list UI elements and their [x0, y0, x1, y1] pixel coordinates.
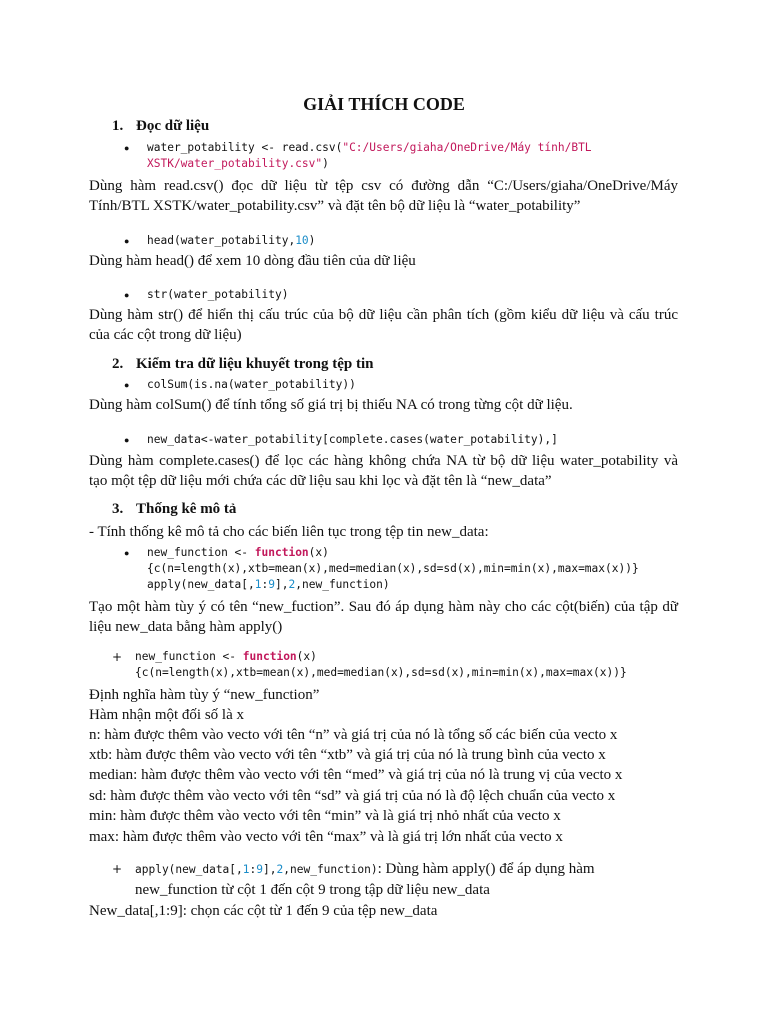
code-new-function-line2: {c(n=length(x),xtb=mean(x),med=median(x),sd=sd(x),min=min(x),max=max(x))} — [147, 562, 639, 575]
section-1-number: 1. — [112, 118, 124, 134]
paragraph-new-function-line1: Tạo một hàm tùy ý có tên “new_fuction”. Sau đó áp dụng hàm này cho các cột(biến) của tập dữ — [89, 599, 678, 615]
page-title: GIẢI THÍCH CODE — [303, 94, 465, 114]
explanation-line: max: hàm được thêm vào vecto với tên “max” và là giá trị lớn nhất của vecto x — [89, 829, 563, 845]
section-3-number: 3. — [112, 501, 124, 517]
code-complete-cases: new_data<-water_potability[complete.cases(water_potability),] — [147, 433, 558, 446]
paragraph-new-function-line2: liệu new_data bằng hàm apply() — [89, 619, 283, 635]
apply-explanation-line2: new_function từ cột 1 đến cột 9 trong tập dữ liệu new_data — [135, 882, 490, 898]
explanation-line: median: hàm được thêm vào vecto với tên “med” và giá trị của nó là trung vị của vecto x — [89, 767, 623, 783]
code-new-function-repeat-line2: {c(n=length(x),xtb=mean(x),med=median(x),sd=sd(x),min=min(x),max=max(x))} — [135, 666, 627, 679]
paragraph-str-line1: Dùng hàm str() để hiển thị cấu trúc của bộ dữ liệu cần phân tích (gồm kiểu dữ liệu và cấu trúc — [89, 307, 678, 323]
explanation-line: n: hàm được thêm vào vecto với tên “n” và giá trị của nó là tổng số các biến của vecto x — [89, 727, 618, 743]
code-read-csv-line2: XSTK/water_potability.csv") — [147, 157, 329, 170]
code-str: str(water_potability) — [147, 288, 289, 301]
section-3-heading: Thống kê mô tả — [136, 501, 237, 517]
paragraph-complete-cases-line2: tạo một tệp dữ liệu mới chứa các dữ liệu sau khi lọc và đặt tên là “new_data” — [89, 473, 552, 489]
paragraph-read-csv-line1: Dùng hàm read.csv() đọc dữ liệu từ tệp csv có đường dẫn “C:/Users/giaha/OneDrive/Máy — [89, 178, 678, 194]
last-paragraph: New_data[,1:9]: chọn các cột từ 1 đến 9 của tệp new_data — [89, 903, 438, 919]
paragraph-complete-cases-line1: Dùng hàm complete.cases() để lọc các hàng không chứa NA từ bộ dữ liệu water_potability và — [89, 453, 678, 469]
code-apply-line: apply(new_data[,1:9],2,new_function) — [147, 578, 390, 591]
explanation-line: Định nghĩa hàm tùy ý “new_function” — [89, 687, 320, 703]
bullet-icon: ● — [124, 548, 130, 558]
section-3-intro: - Tính thống kê mô tả cho các biến liên tục trong tệp tin new_data: — [89, 524, 489, 540]
section-2-number: 2. — [112, 356, 124, 372]
bullet-icon: ● — [124, 236, 130, 246]
explanation-line: Hàm nhận một đối số là x — [89, 707, 244, 723]
code-colsum: colSum(is.na(water_potability)) — [147, 378, 356, 391]
explanation-line: xtb: hàm được thêm vào vecto với tên “xtb” và giá trị của nó là trung bình của vecto x — [89, 747, 606, 763]
paragraph-str-line2: của các cột trong dữ liệu) — [89, 327, 242, 343]
section-1-heading: Đọc dữ liệu — [136, 118, 210, 134]
plus-bullet-icon: + — [112, 862, 123, 876]
code-new-function-repeat-line1: new_function <- function(x) — [135, 650, 317, 663]
bullet-icon: ● — [124, 435, 130, 445]
apply-explanation-line1: apply(new_data[,1:9],2,new_function): Dùng hàm apply() để áp dụng hàm — [135, 861, 595, 877]
bullet-icon: ● — [124, 380, 130, 390]
code-read-csv-line1: water_potability <- read.csv("C:/Users/giaha/OneDrive/Máy tính/BTL — [147, 141, 592, 154]
paragraph-colsum: Dùng hàm colSum() để tính tổng số giá trị bị thiếu NA có trong từng cột dữ liệu. — [89, 397, 573, 413]
explanation-line: sd: hàm được thêm vào vecto với tên “sd” và giá trị của nó là độ lệch chuẩn của vecto x — [89, 788, 616, 804]
code-head: head(water_potability,10) — [147, 234, 316, 247]
paragraph-head: Dùng hàm head() để xem 10 dòng đầu tiên của dữ liệu — [89, 253, 416, 269]
bullet-icon: ● — [124, 290, 130, 300]
explanation-line: min: hàm được thêm vào vecto với tên “min” và là giá trị nhỏ nhất của vecto x — [89, 808, 561, 824]
code-new-function-line1: new_function <- function(x) — [147, 546, 329, 559]
bullet-icon: ● — [124, 143, 130, 153]
plus-bullet-icon: + — [112, 650, 123, 664]
section-2-heading: Kiểm tra dữ liệu khuyết trong tệp tin — [136, 356, 374, 372]
paragraph-read-csv-line2: Tính/BTL XSTK/water_potability.csv” và đặt tên bộ dữ liệu là “water_potability” — [89, 198, 581, 214]
